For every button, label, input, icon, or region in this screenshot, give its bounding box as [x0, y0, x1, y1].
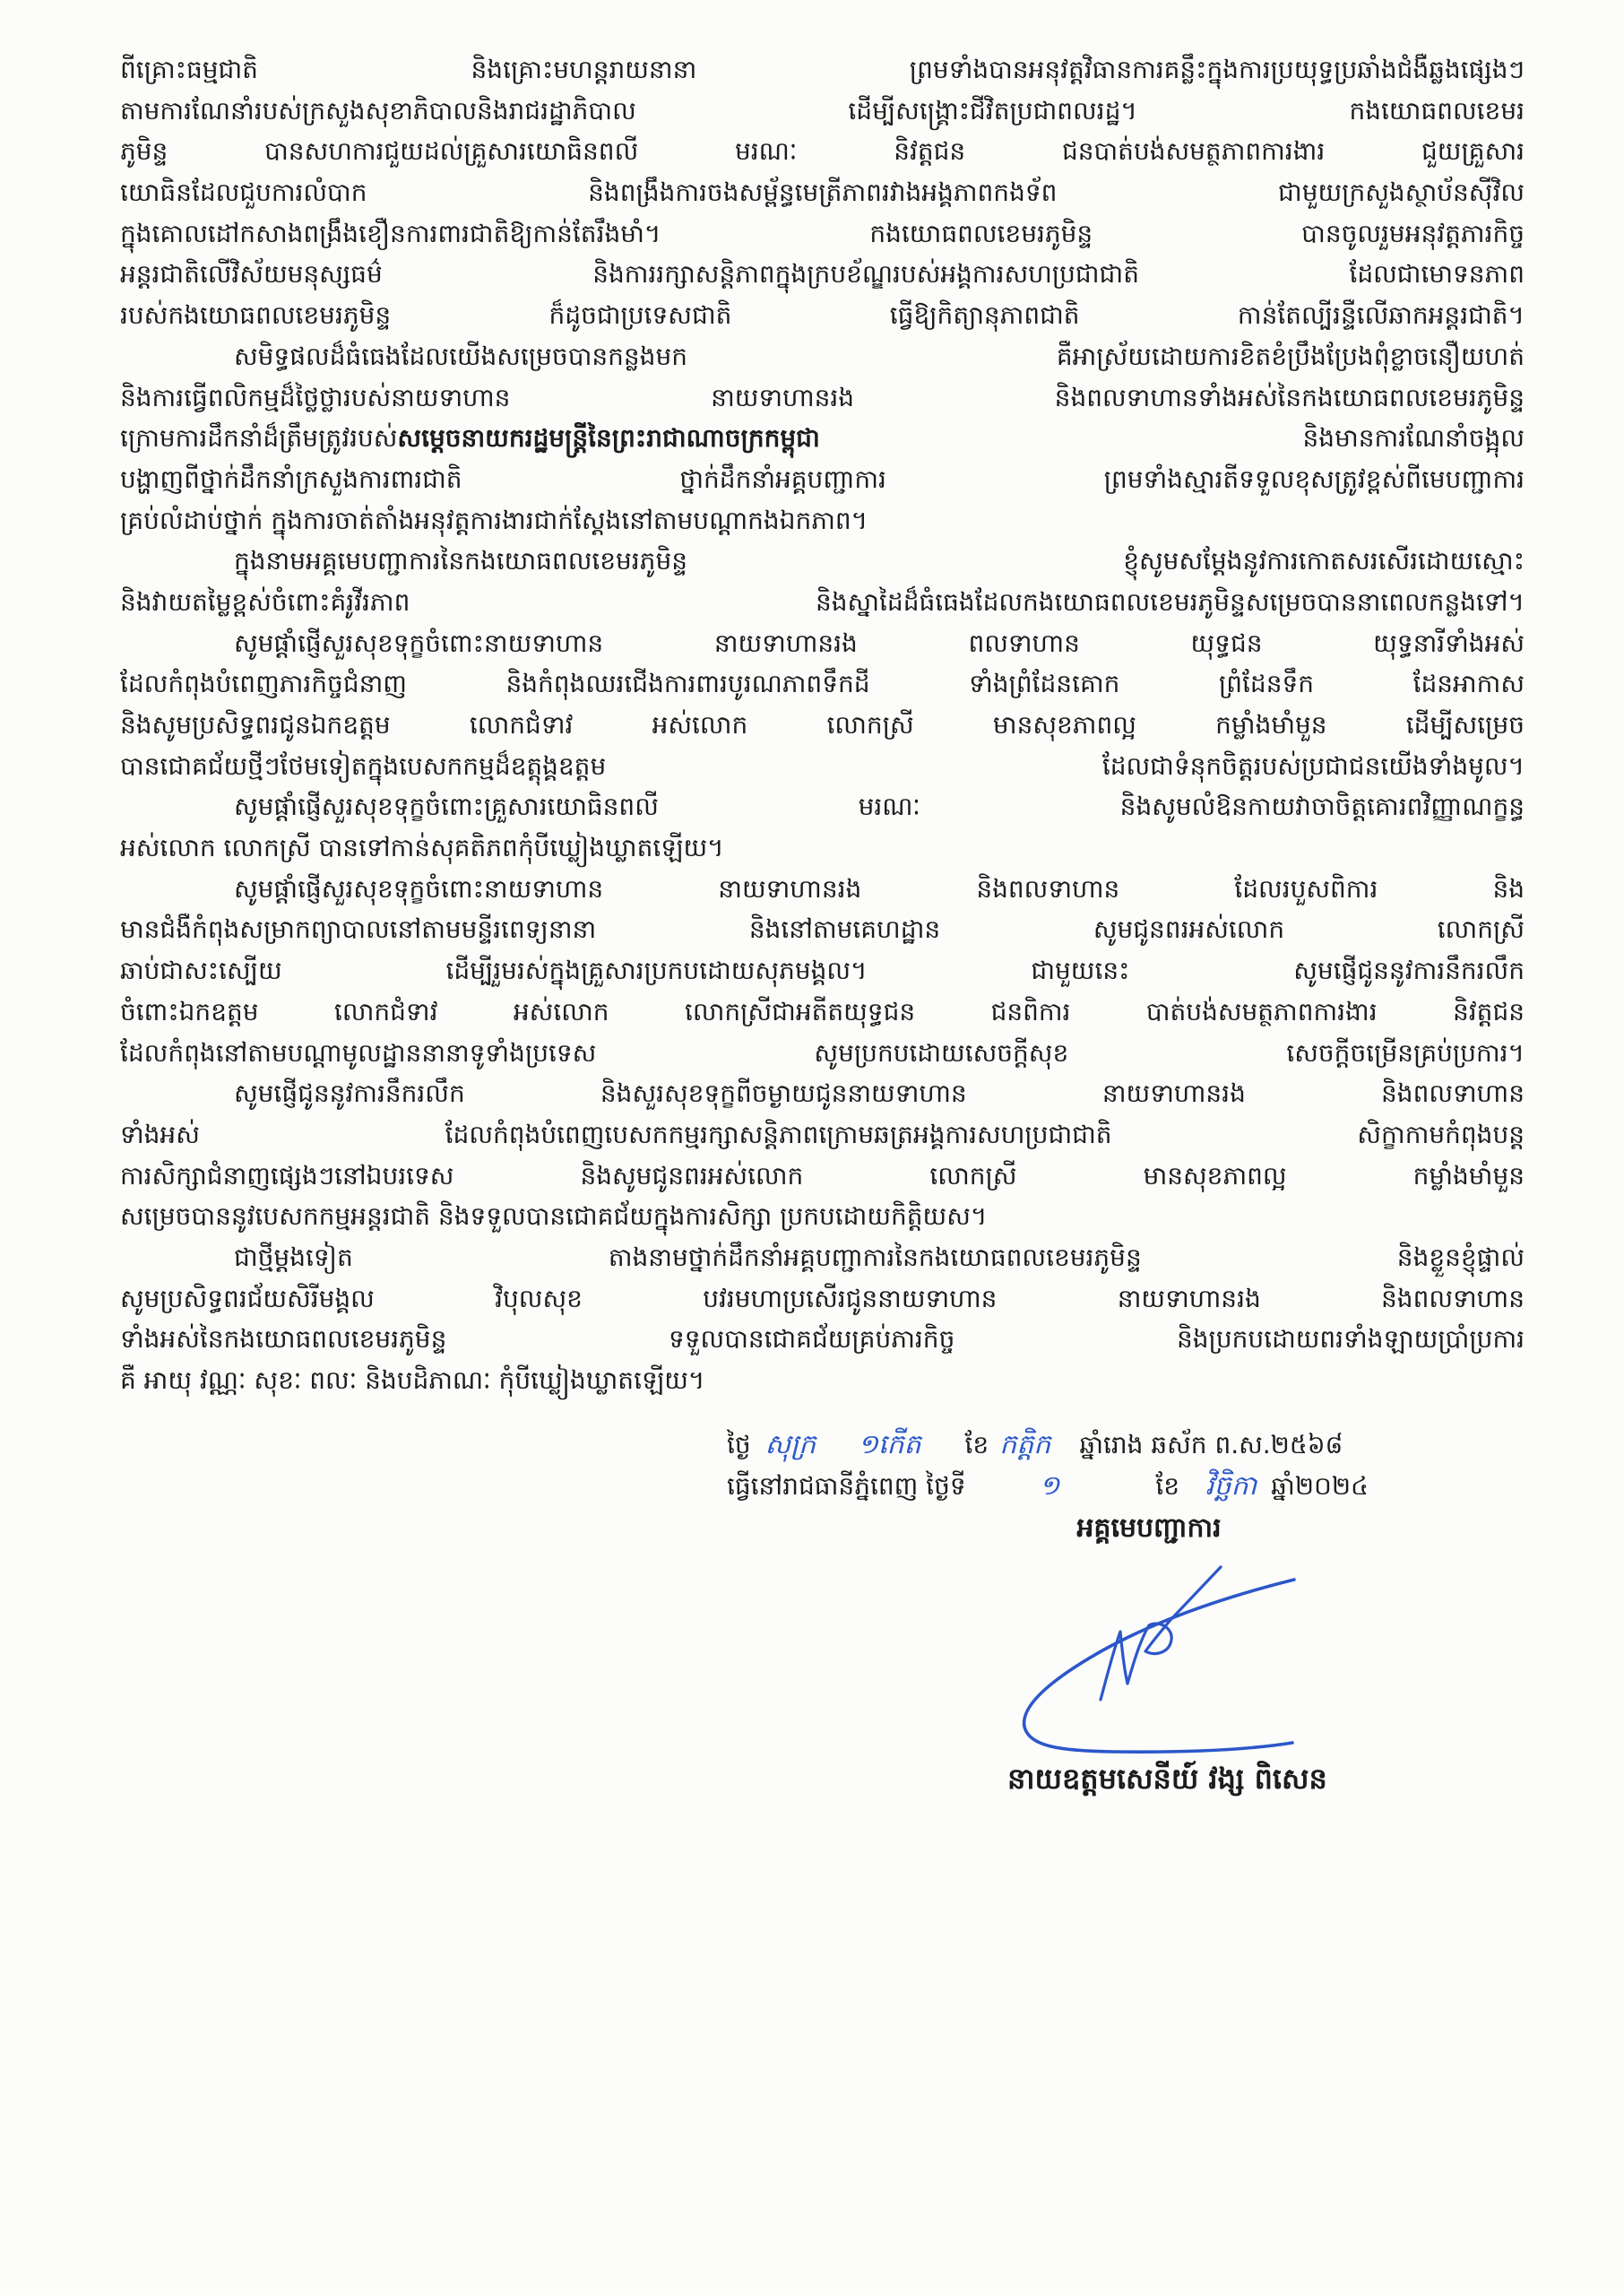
signatory-title: អគ្គមេបញ្ជាការ: [1076, 1512, 1222, 1544]
p1-line-4: យោធិនដែលជួបការលំបាក និងពង្រឹងការចងសម្ព័ន្ធមេត្រីភាពរវាងអង្គភាពកងទ័ព ជាមួយក្រសួងស្ថាប័នស៊ីវិល: [120, 178, 1525, 208]
p2-line-4: បង្ហាញពីថ្នាក់ដឹកនាំក្រសួងការពារជាតិ ថ្នាក់ដឹកនាំអគ្គបញ្ជាការ ព្រមទាំងស្មារតីទទួលខុសត្រូវខ្ពស់ពីមេបញ្ជាការ: [120, 463, 1525, 494]
p4-line-4: បានជោគជ័យថ្មីៗថែមទៀតក្នុងបេសកកម្មដ៏ឧត្តុង្គឧត្តម ដែលជាទំនុកចិត្តរបស់ប្រជាជនយើងទាំងមូល។: [120, 750, 1525, 781]
solar-date-line: [727, 1466, 1525, 1507]
lunar-day-label: ថ្ងៃ: [727, 1430, 751, 1459]
p7-line-4: សម្រេចបាននូវបេសកកម្មអន្តរជាតិ និងទទួលបានជោគជ័យក្នុងការសិក្សា ប្រកបដោយកិត្តិយស។: [120, 1201, 988, 1232]
p1-line-6: អន្តរជាតិលើវិស័យមនុស្សធម៌ និងការរក្សាសន្តិភាពក្នុងក្របខ័ណ្ឌរបស់អង្គការសហប្រជាជាតិ ដែលជាមោទនភាព: [120, 259, 1525, 290]
paragraph-6: [120, 869, 1525, 1073]
paragraph-3: [120, 541, 1525, 622]
p3-line-1: ក្នុងនាមអគ្គមេបញ្ជាការនៃកងយោធពលខេមរភូមិន្ទ ខ្ញុំសូមសម្តែងនូវការកោតសរសើរដោយស្មោះ: [234, 546, 1525, 576]
prime-minister-title: សម្តេចនាយករដ្ឋមន្ត្រីនៃព្រះរាជាណាចក្រកម្ពុជា: [397, 423, 820, 454]
p2-line-5: គ្រប់លំដាប់ថ្នាក់ ក្នុងការចាត់តាំងអនុវត្តការងារជាក់ស្តែងនៅតាមបណ្តាកងឯកភាព។: [120, 505, 868, 535]
p6-line-2: មានជំងឺកំពុងសម្រាកព្យាបាលនៅតាមមន្ទីរពេទ្យនានា និងនៅតាមគេហដ្ឋាន សូមជូនពរអស់លោក លោកស្រី: [120, 914, 1525, 945]
solar-year-text: ឆ្នាំ២០២៤: [1271, 1471, 1369, 1501]
handwritten-month: វិច្ឆិកា: [1205, 1470, 1257, 1502]
p2-line-1: សមិទ្ធផលដ៏ធំធេងដែលយើងសម្រេចបានកន្លងមក គឺអាស្រ័យដោយការខិតខំប្រឹងប្រែងពុំខ្លាចនឿយហត់: [234, 341, 1525, 371]
solar-month-label: ខែ: [1155, 1471, 1180, 1501]
p7-line-1: សូមផ្ញើជូននូវការនឹករលឹក និងសួរសុខទុក្ខពីចម្ងាយជូននាយទាហាន នាយទាហានរង និងពលទាហាន: [234, 1078, 1525, 1109]
handwritten-lunar-month: កត្តិក: [999, 1429, 1051, 1460]
handwritten-signature: [986, 1542, 1326, 1775]
handwritten-day: ១: [1039, 1470, 1060, 1502]
p1-line-5: ក្នុងគោលដៅកសាងពង្រឹងខឿនការពារជាតិឱ្យកាន់តែរឹងមាំ។ កងយោធពលខេមរភូមិន្ទ បានចូលរួមអនុវត្តភារកិច្ច: [120, 218, 1525, 248]
letter-body: [120, 49, 1525, 1401]
handwritten-weekday: សុក្រ: [764, 1429, 816, 1460]
signatory-name: នាយឧត្តមសេនីយ៍ វង្ស ពិសេន: [1007, 1762, 1327, 1796]
place-and-day-label: ធ្វើនៅរាជធានីភ្នំពេញ ថ្ងៃទី: [727, 1471, 966, 1501]
p2-line-3-lead-text: ក្រោមការដឹកនាំដ៏ត្រឹមត្រូវរបស់: [120, 423, 398, 454]
p8-line-4: គឺ អាយុ វណ្ណៈ សុខៈ ពលៈ និងបដិភាណៈ កុំបីឃ្លៀងឃ្លាតឡើយ។: [120, 1365, 705, 1395]
p6-line-4: ចំពោះឯកឧត្តម លោកជំទាវ អស់លោក លោកស្រីជាអតីតយុទ្ធជន ជនពិការ បាត់បង់សមត្ថភាពការងារ និវត្តជន: [120, 996, 1525, 1026]
p1-line-1: ពីគ្រោះធម្មជាតិ និងគ្រោះមហន្តរាយនានា ព្រមទាំងបានអនុវត្តវិធានការគន្លឹះក្នុងការប្រយុទ្ធប្រឆាំងជំងឺឆ្លងផ្សេងៗ: [120, 55, 1525, 84]
paragraph-8: [120, 1237, 1525, 1401]
p7-line-2: ទាំងអស់ ដែលកំពុងបំពេញបេសកកម្មរក្សាសន្តិភាពក្រោមឆត្រអង្គការសហប្រជាជាតិ សិក្ខាកាមកំពុងបន្ត: [120, 1119, 1525, 1149]
p6-line-3: ឆាប់ជាសះស្បើយ ដើម្បីរួមរស់ក្នុងគ្រួសារប្រកបដោយសុភមង្គល។ ជាមួយនេះ សូមផ្ញើជូននូវការនឹករលឹក: [120, 956, 1525, 986]
p6-line-5: ដែលកំពុងនៅតាមបណ្តាមូលដ្ឋាននានាទូទាំងប្រទេស សូមប្រកបដោយសេចក្តីសុខ សេចក្តីចម្រើនគ្រប់ប្រការ។: [120, 1037, 1525, 1068]
p5-line-1: សូមផ្តាំផ្ញើសួរសុខទុក្ខចំពោះគ្រួសារយោធិនពលី មរណៈ និងសូមលំឱនកាយវាចាចិត្តគោរពវិញ្ញាណក្ខន្ធ: [234, 792, 1525, 822]
p8-line-3: ទាំងអស់នៃកងយោធពលខេមរភូមិន្ទ ទទួលបានជោគជ័យគ្រប់ភារកិច្ច និងប្រកបដោយពរទាំងឡាយប្រាំប្រការ: [120, 1324, 1525, 1355]
lunar-year-text: ឆ្នាំរោង ឆស័ក ព.ស.២៥៦៨: [1079, 1430, 1343, 1459]
lunar-month-label: ខែ: [964, 1430, 989, 1459]
paragraph-5: [120, 786, 1525, 868]
p1-line-7: របស់កងយោធពលខេមរភូមិន្ទ ក៏ដូចជាប្រទេសជាតិ ធ្វើឱ្យកិត្យានុភាពជាតិ កាន់តែល្បីរន្ទឺលើឆាកអន្តរជាតិ។: [120, 300, 1525, 331]
signature-sweep-stroke: [1024, 1580, 1294, 1752]
p3-line-2: និងវាយតម្លៃខ្ពស់ចំពោះគំរូវីរភាព និងស្នាដៃដ៏ធំធេងដែលកងយោធពលខេមរភូមិន្ទសម្រេចបាននាពេលកន្លងទៅ។: [120, 586, 1525, 617]
p4-line-3: និងសូមប្រសិទ្ធពរជូនឯកឧត្តម លោកជំទាវ អស់លោក លោកស្រី មានសុខភាពល្អ កម្លាំងមាំមួន ដើម្បីសម្រេច: [120, 710, 1525, 740]
p2-line-3-tail-text: និងមានការណែនាំចង្អុល: [819, 423, 1525, 454]
p1-line-3: ភូមិន្ទ បានសហការជួយដល់គ្រួសារយោធិនពលី មរណៈ និវត្តជន ជនបាត់បង់សមត្ថភាពការងារ ជួយគ្រួសារ: [120, 136, 1525, 167]
p1-line-2: តាមការណែនាំរបស់ក្រសួងសុខាភិបាលនិងរាជរដ្ឋាភិបាល ដើម្បីសង្គ្រោះជីវិតប្រជាពលរដ្ឋ។ កងយោធពលខេមរ: [120, 95, 1525, 126]
p4-line-2: ដែលកំពុងបំពេញភារកិច្ចជំនាញ និងកំពុងឈរជើងការពារបូរណភាពទឹកដី ទាំងព្រំដែនគោក ព្រំដែនទឹក ដែនអាកាស: [120, 669, 1525, 699]
p8-line-2: សូមប្រសិទ្ធពរជ័យសិរីមង្គល វិបុលសុខ បវរមហាប្រសើរជូននាយទាហាន នាយទាហានរង និងពលទាហាន: [120, 1283, 1525, 1313]
p7-line-3: ការសិក្សាជំនាញផ្សេងៗនៅឯបរទេស និងសូមជូនពរអស់លោក លោកស្រី មានសុខភាពល្អ កម្លាំងមាំមួន: [120, 1160, 1525, 1191]
paragraph-1: [120, 49, 1525, 336]
paragraph-2: [120, 336, 1525, 541]
p2-line-2: និងការធ្វើពលិកម្មដ៏ថ្លៃថ្លារបស់នាយទាហាន នាយទាហានរង និងពលទាហានទាំងអស់នៃកងយោធពលខេមរភូមិន្ទ: [120, 382, 1525, 412]
paragraph-7: [120, 1073, 1525, 1237]
p8-line-1: ជាថ្មីម្តងទៀត តាងនាមថ្នាក់ដឹកនាំអគ្គបញ្ជាការនៃកងយោធពលខេមរភូមិន្ទ និងខ្លួនខ្ញុំផ្ទាល់: [234, 1242, 1525, 1272]
p2-line-3: [120, 418, 1525, 459]
lunar-date-line: [727, 1425, 1525, 1466]
handwritten-lunar-day: ១កើត: [858, 1429, 921, 1460]
p6-line-1: សូមផ្តាំផ្ញើសួរសុខទុក្ខចំពោះនាយទាហាន នាយទាហានរង និងពលទាហាន ដែលរបួសពិការ និង: [234, 873, 1525, 904]
p4-line-1: សូមផ្តាំផ្ញើសួរសុខទុក្ខចំពោះនាយទាហាន នាយទាហានរង ពលទាហាន យុទ្ធជន យុទ្ធនារីទាំងអស់: [234, 628, 1525, 658]
paragraph-4: [120, 623, 1525, 787]
signature-initial-stroke: [1101, 1567, 1221, 1700]
p5-line-2: អស់លោក លោកស្រី បានទៅកាន់សុគតិភពកុំបីឃ្លៀងឃ្លាតឡើយ។: [120, 833, 724, 863]
